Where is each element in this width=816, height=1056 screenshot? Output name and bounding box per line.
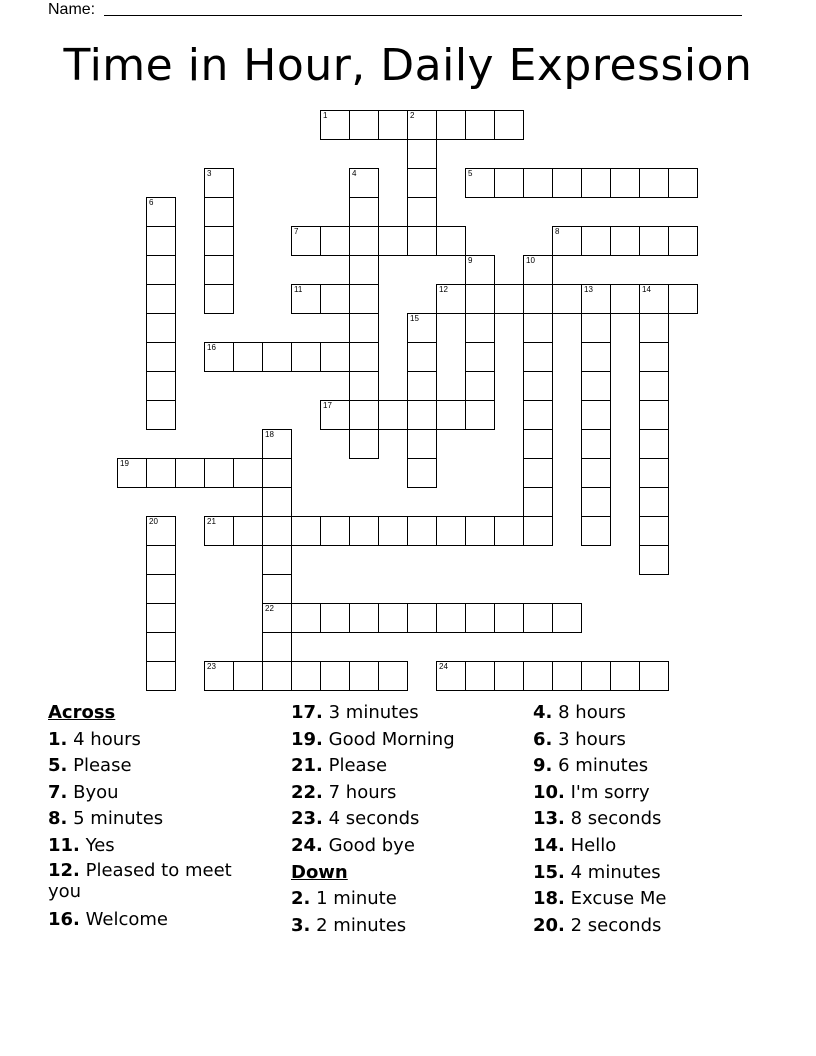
- cell-number: 10: [526, 256, 535, 265]
- grid-cell[interactable]: [407, 342, 437, 372]
- grid-cell[interactable]: [581, 487, 611, 517]
- grid-cell[interactable]: [407, 400, 437, 430]
- grid-cell[interactable]: [233, 661, 263, 691]
- grid-cell[interactable]: [146, 574, 176, 604]
- grid-cell[interactable]: [523, 661, 553, 691]
- grid-cell[interactable]: [523, 458, 553, 488]
- clue-across-21: 21. Please: [291, 755, 388, 777]
- grid-cell[interactable]: [407, 429, 437, 459]
- across-heading: Across: [48, 702, 116, 723]
- grid-cell[interactable]: [146, 197, 176, 227]
- grid-cell[interactable]: [291, 516, 321, 546]
- grid-cell[interactable]: [117, 458, 147, 488]
- grid-cell[interactable]: [378, 516, 408, 546]
- grid-cell[interactable]: [349, 603, 379, 633]
- cell-number: 11: [294, 285, 303, 294]
- grid-cell[interactable]: [146, 632, 176, 662]
- grid-cell[interactable]: [581, 313, 611, 343]
- grid-cell[interactable]: [262, 545, 292, 575]
- grid-cell[interactable]: [494, 661, 524, 691]
- grid-cell[interactable]: [378, 400, 408, 430]
- grid-cell[interactable]: [523, 342, 553, 372]
- grid-cell[interactable]: [349, 400, 379, 430]
- grid-cell[interactable]: [465, 603, 495, 633]
- grid-cell[interactable]: [146, 313, 176, 343]
- grid-cell[interactable]: [349, 342, 379, 372]
- clue-across-22: 22. 7 hours: [291, 781, 397, 803]
- grid-cell[interactable]: [552, 661, 582, 691]
- grid-cell[interactable]: [378, 661, 408, 691]
- grid-cell[interactable]: [494, 516, 524, 546]
- grid-cell[interactable]: [262, 661, 292, 691]
- grid-cell[interactable]: [639, 313, 669, 343]
- cell-number: 23: [207, 662, 216, 671]
- grid-cell[interactable]: [407, 110, 437, 140]
- grid-cell[interactable]: [465, 661, 495, 691]
- name-label: Name:: [48, 1, 96, 18]
- grid-cell[interactable]: [639, 545, 669, 575]
- grid-cell[interactable]: [581, 429, 611, 459]
- clue-column-1: [48, 700, 278, 933]
- cell-number: 2: [410, 111, 415, 120]
- grid-cell[interactable]: [320, 603, 350, 633]
- grid-cell[interactable]: [204, 226, 234, 256]
- grid-cell[interactable]: [175, 458, 205, 488]
- grid-cell[interactable]: [668, 168, 698, 198]
- grid-cell[interactable]: [523, 371, 553, 401]
- grid-cell[interactable]: [639, 516, 669, 546]
- cell-number: 16: [207, 343, 216, 352]
- grid-cell[interactable]: [407, 139, 437, 169]
- grid-cell[interactable]: [407, 603, 437, 633]
- grid-cell[interactable]: [262, 458, 292, 488]
- grid-cell[interactable]: [523, 284, 553, 314]
- clue-down-15: 15. 4 minutes: [533, 861, 661, 883]
- cell-number: 21: [207, 517, 216, 526]
- cell-number: 9: [468, 256, 473, 265]
- grid-cell[interactable]: [291, 226, 321, 256]
- grid-cell[interactable]: [320, 516, 350, 546]
- clue-down-18: 18. Excuse Me: [533, 888, 667, 910]
- grid-cell[interactable]: [146, 255, 176, 285]
- grid-cell[interactable]: [494, 284, 524, 314]
- clue-column-3: [533, 700, 773, 939]
- cell-number: 24: [439, 662, 448, 671]
- grid-cell[interactable]: [204, 516, 234, 546]
- grid-cell[interactable]: [581, 168, 611, 198]
- cell-number: 17: [323, 401, 332, 410]
- cell-number: 20: [149, 517, 158, 526]
- cell-number: 8: [555, 227, 560, 236]
- grid-cell[interactable]: [262, 487, 292, 517]
- grid-cell[interactable]: [668, 284, 698, 314]
- grid-cell[interactable]: [204, 458, 234, 488]
- grid-cell[interactable]: [349, 371, 379, 401]
- grid-cell[interactable]: [610, 168, 640, 198]
- cell-number: 12: [439, 285, 448, 294]
- grid-cell[interactable]: [581, 458, 611, 488]
- grid-cell[interactable]: [523, 429, 553, 459]
- grid-cell[interactable]: [494, 110, 524, 140]
- grid-cell[interactable]: [668, 226, 698, 256]
- grid-cell[interactable]: [349, 255, 379, 285]
- grid-cell[interactable]: [262, 516, 292, 546]
- grid-cell[interactable]: [262, 574, 292, 604]
- cell-number: 19: [120, 459, 129, 468]
- clue-down-10: 10. I'm sorry: [533, 781, 650, 803]
- grid-cell[interactable]: [523, 487, 553, 517]
- grid-cell[interactable]: [465, 371, 495, 401]
- grid-cell[interactable]: [436, 603, 466, 633]
- grid-cell[interactable]: [204, 284, 234, 314]
- grid-cell[interactable]: [639, 400, 669, 430]
- grid-cell[interactable]: [523, 516, 553, 546]
- grid-cell[interactable]: [146, 516, 176, 546]
- clue-across-24: 24. Good bye: [291, 834, 415, 856]
- grid-cell[interactable]: [320, 400, 350, 430]
- grid-cell[interactable]: [407, 516, 437, 546]
- cell-number: 14: [642, 285, 651, 294]
- grid-cell[interactable]: [146, 284, 176, 314]
- grid-cell[interactable]: [436, 226, 466, 256]
- grid-cell[interactable]: [436, 110, 466, 140]
- cell-number: 15: [410, 314, 419, 323]
- clue-down-20: 20. 2 seconds: [533, 914, 662, 936]
- grid-cell[interactable]: [407, 371, 437, 401]
- cell-number: 3: [207, 169, 212, 178]
- grid-cell[interactable]: [639, 284, 669, 314]
- grid-cell[interactable]: [349, 197, 379, 227]
- page-title: Time in Hour, Daily Expression: [63, 40, 753, 91]
- grid-cell[interactable]: [639, 371, 669, 401]
- grid-cell[interactable]: [233, 516, 263, 546]
- grid-cell[interactable]: [639, 429, 669, 459]
- cell-number: 7: [294, 227, 299, 236]
- grid-cell[interactable]: [349, 226, 379, 256]
- grid-cell[interactable]: [581, 226, 611, 256]
- clue-column-2: [291, 700, 521, 939]
- grid-cell[interactable]: [523, 400, 553, 430]
- grid-cell[interactable]: [349, 284, 379, 314]
- grid-cell[interactable]: [552, 603, 582, 633]
- grid-cell[interactable]: [639, 458, 669, 488]
- clue-across-7: 7. Byou: [48, 781, 119, 803]
- clue-down-4: 4. 8 hours: [533, 702, 626, 723]
- grid-cell[interactable]: [204, 661, 234, 691]
- cell-number: 1: [323, 111, 328, 120]
- grid-cell[interactable]: [436, 661, 466, 691]
- grid-cell[interactable]: [436, 400, 466, 430]
- grid-cell[interactable]: [291, 284, 321, 314]
- grid-cell[interactable]: [552, 168, 582, 198]
- grid-cell[interactable]: [523, 313, 553, 343]
- grid-cell[interactable]: [320, 342, 350, 372]
- grid-cell[interactable]: [639, 661, 669, 691]
- grid-cell[interactable]: [320, 226, 350, 256]
- grid-cell[interactable]: [465, 313, 495, 343]
- grid-cell[interactable]: [581, 661, 611, 691]
- cell-number: 6: [149, 198, 154, 207]
- grid-cell[interactable]: [233, 458, 263, 488]
- down-heading: Down: [291, 861, 348, 883]
- grid-cell[interactable]: [349, 429, 379, 459]
- grid-cell[interactable]: [465, 284, 495, 314]
- cell-number: 4: [352, 169, 357, 178]
- clue-down-14: 14. Hello: [533, 834, 617, 856]
- grid-cell[interactable]: [465, 342, 495, 372]
- clue-across-16: 16. Welcome: [48, 908, 168, 930]
- grid-cell[interactable]: [146, 342, 176, 372]
- grid-cell[interactable]: [378, 226, 408, 256]
- grid-cell[interactable]: [581, 400, 611, 430]
- clue-across-5: 5. Please: [48, 755, 132, 777]
- clue-down-3: 3. 2 minutes: [291, 914, 407, 936]
- grid-cell[interactable]: [146, 400, 176, 430]
- grid-cell[interactable]: [523, 603, 553, 633]
- grid-cell[interactable]: [146, 371, 176, 401]
- grid-cell[interactable]: [436, 516, 466, 546]
- grid-cell[interactable]: [407, 168, 437, 198]
- grid-cell[interactable]: [581, 342, 611, 372]
- cell-number: 5: [468, 169, 473, 178]
- grid-cell[interactable]: [581, 516, 611, 546]
- grid-cell[interactable]: [378, 603, 408, 633]
- grid-cell[interactable]: [407, 313, 437, 343]
- grid-cell[interactable]: [320, 661, 350, 691]
- cell-number: 18: [265, 430, 274, 439]
- grid-cell[interactable]: [233, 342, 263, 372]
- grid-cell[interactable]: [552, 284, 582, 314]
- grid-cell[interactable]: [407, 197, 437, 227]
- grid-cell[interactable]: [146, 458, 176, 488]
- grid-cell[interactable]: [610, 284, 640, 314]
- clue-across-11: 11. Yes: [48, 834, 115, 856]
- grid-cell[interactable]: [465, 400, 495, 430]
- grid-cell[interactable]: [146, 603, 176, 633]
- grid-cell[interactable]: [204, 168, 234, 198]
- grid-cell[interactable]: [465, 516, 495, 546]
- grid-cell[interactable]: [494, 603, 524, 633]
- clue-across-1: 1. 4 hours: [48, 728, 141, 750]
- grid-cell[interactable]: [291, 603, 321, 633]
- grid-cell[interactable]: [523, 255, 553, 285]
- grid-cell[interactable]: [320, 284, 350, 314]
- clue-down-2: 2. 1 minute: [291, 888, 397, 910]
- cell-number: 13: [584, 285, 593, 294]
- grid-cell[interactable]: [262, 342, 292, 372]
- clue-down-6: 6. 3 hours: [533, 728, 626, 750]
- grid-cell[interactable]: [146, 226, 176, 256]
- grid-cell[interactable]: [349, 110, 379, 140]
- grid-cell[interactable]: [349, 313, 379, 343]
- grid-cell[interactable]: [146, 545, 176, 575]
- grid-cell[interactable]: [349, 516, 379, 546]
- grid-cell[interactable]: [465, 168, 495, 198]
- clue-across-17: 17. 3 minutes: [291, 702, 419, 723]
- grid-cell[interactable]: [262, 632, 292, 662]
- grid-cell[interactable]: [639, 226, 669, 256]
- grid-cell[interactable]: [581, 284, 611, 314]
- grid-cell[interactable]: [552, 226, 582, 256]
- grid-cell[interactable]: [639, 342, 669, 372]
- grid-cell[interactable]: [146, 661, 176, 691]
- grid-cell[interactable]: [523, 168, 553, 198]
- grid-cell[interactable]: [262, 603, 292, 633]
- grid-cell[interactable]: [610, 661, 640, 691]
- clue-across-23: 23. 4 seconds: [291, 808, 420, 830]
- clue-across-12: 12. Pleased to meet you: [48, 859, 232, 902]
- grid-cell[interactable]: [494, 168, 524, 198]
- grid-cell[interactable]: [581, 371, 611, 401]
- grid-cell[interactable]: [639, 168, 669, 198]
- grid-cell[interactable]: [262, 429, 292, 459]
- grid-cell[interactable]: [320, 110, 350, 140]
- grid-cell[interactable]: [465, 110, 495, 140]
- cell-number: 22: [265, 604, 274, 613]
- grid-cell[interactable]: [204, 342, 234, 372]
- grid-cell[interactable]: [349, 168, 379, 198]
- grid-cell[interactable]: [407, 458, 437, 488]
- grid-cell[interactable]: [204, 197, 234, 227]
- clue-across-8: 8. 5 minutes: [48, 808, 164, 830]
- grid-cell[interactable]: [378, 110, 408, 140]
- grid-cell[interactable]: [204, 255, 234, 285]
- grid-cell[interactable]: [407, 226, 437, 256]
- clue-down-13: 13. 8 seconds: [533, 808, 662, 830]
- grid-cell[interactable]: [291, 661, 321, 691]
- clue-down-9: 9. 6 minutes: [533, 755, 649, 777]
- grid-cell[interactable]: [639, 487, 669, 517]
- grid-cell[interactable]: [349, 661, 379, 691]
- clue-across-19: 19. Good Morning: [291, 728, 455, 750]
- grid-cell[interactable]: [436, 284, 466, 314]
- grid-cell[interactable]: [465, 255, 495, 285]
- grid-cell[interactable]: [610, 226, 640, 256]
- grid-cell[interactable]: [291, 342, 321, 372]
